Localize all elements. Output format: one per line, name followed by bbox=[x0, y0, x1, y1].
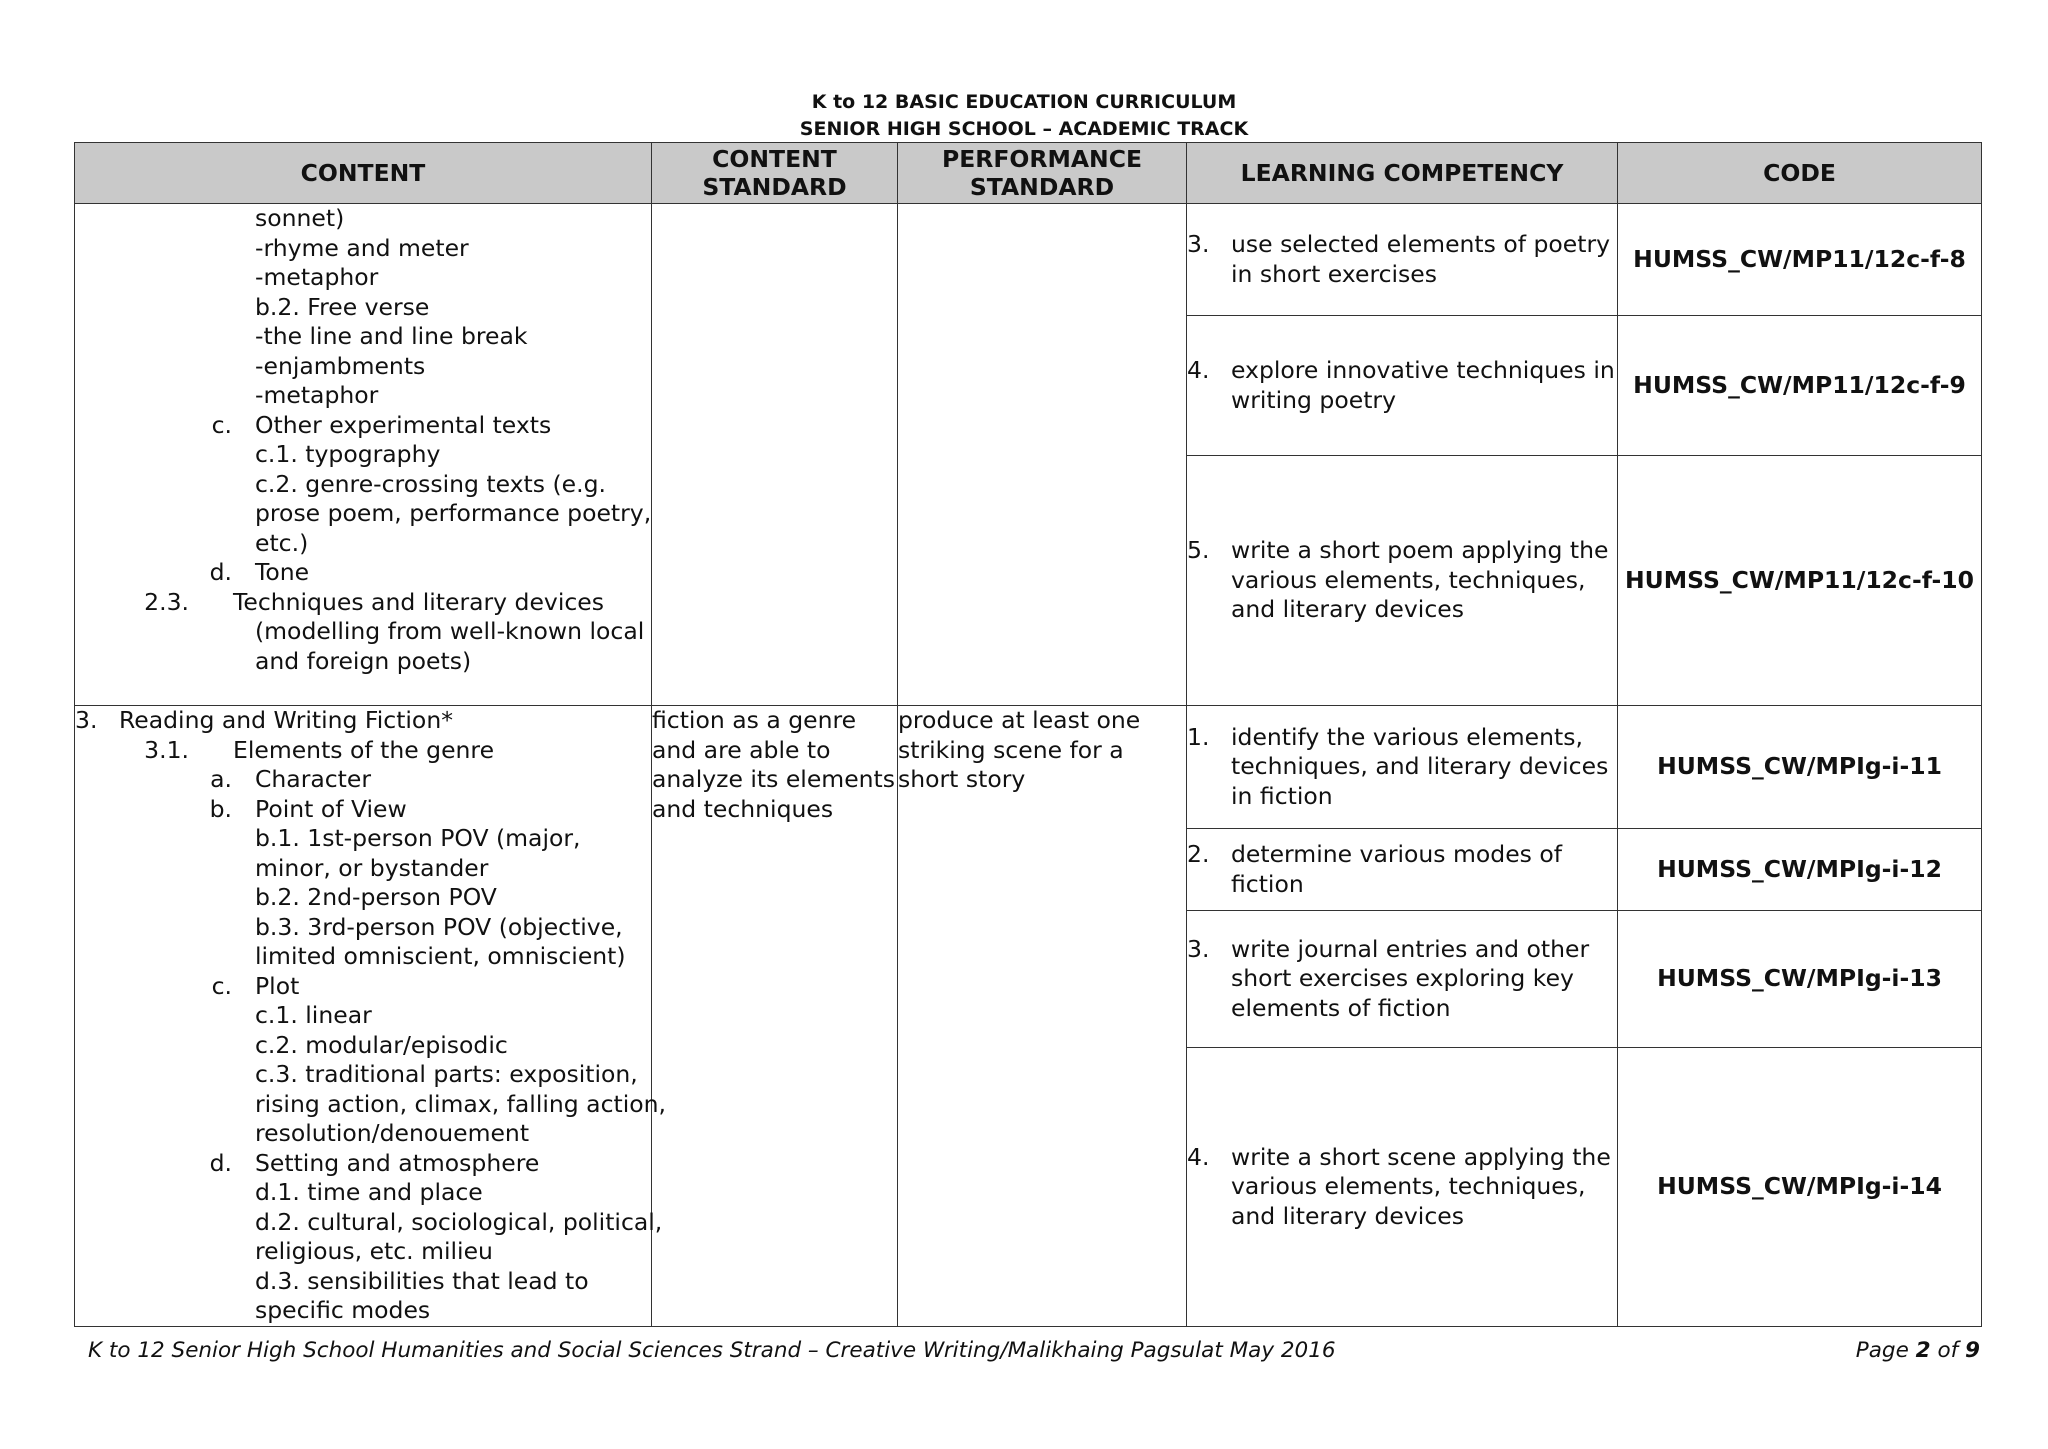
header-performance-standard-line2: STANDARD bbox=[969, 173, 1115, 201]
header-code: CODE bbox=[1618, 143, 1982, 204]
header-performance-standard-line1: PERFORMANCE bbox=[941, 145, 1143, 173]
competency-number: 3. bbox=[1187, 230, 1210, 258]
content-line-marker: b. bbox=[209, 794, 232, 823]
content-line-text: resolution/denouement bbox=[255, 1119, 530, 1147]
content-line bbox=[75, 293, 651, 323]
competency-number: 2. bbox=[1187, 840, 1210, 869]
content-line-text: Character bbox=[255, 765, 372, 793]
content-line bbox=[75, 1178, 651, 1208]
content-line-text: -rhyme and meter bbox=[255, 233, 469, 262]
content-line-text: -metaphor bbox=[255, 263, 379, 291]
content-line-text: sonnet) bbox=[255, 204, 345, 232]
header-content-standard bbox=[652, 143, 898, 204]
content-line-marker: a. bbox=[210, 765, 232, 793]
performance-standard-cell: produce at least one striking scene for a short story bbox=[898, 706, 1187, 1327]
page-prefix: Page bbox=[1855, 1338, 1916, 1363]
content-line bbox=[75, 499, 651, 529]
content-line-text: b.3. 3rd-person POV (objective, bbox=[255, 912, 623, 941]
competency-number: 5. bbox=[1187, 536, 1210, 565]
content-line-text: and foreign poets) bbox=[255, 646, 472, 675]
content-cell-poetry bbox=[75, 204, 652, 706]
content-line bbox=[75, 913, 651, 943]
content-line-text: prose poem, performance poetry, bbox=[255, 499, 652, 527]
content-cell-fiction bbox=[75, 706, 666, 1327]
content-line bbox=[75, 234, 651, 264]
content-line bbox=[75, 1089, 666, 1120]
content-line bbox=[75, 1001, 651, 1031]
content-line-text: Other experimental texts bbox=[255, 410, 552, 439]
content-line bbox=[75, 1119, 651, 1149]
competency-text: write a short poem applying the various elements, techniques, and literary devices bbox=[1231, 536, 1609, 624]
content-line-marker: d. bbox=[209, 1148, 232, 1177]
content-line bbox=[75, 440, 651, 470]
content-line-text: (modelling from well-known local bbox=[255, 617, 645, 645]
content-line bbox=[75, 736, 651, 766]
content-line-text: Elements of the genre bbox=[233, 735, 495, 764]
content-line-text: minor, or bystander bbox=[255, 853, 489, 882]
content-line-marker: 3.1. bbox=[144, 735, 189, 764]
content-standard-cell: fiction as a genre and are able to analyze its elements and techniques bbox=[652, 706, 898, 1327]
competency-cell bbox=[1187, 911, 1618, 1048]
footer-page-number bbox=[1856, 1338, 1980, 1363]
content-line bbox=[75, 1031, 651, 1061]
competency-text: use selected elements of poetry in short exercises bbox=[1231, 230, 1611, 288]
content-line-marker: c. bbox=[211, 410, 232, 439]
content-line-text: d.3. sensibilities that lead to bbox=[255, 1266, 589, 1295]
content-line-text: Setting and atmosphere bbox=[255, 1148, 540, 1177]
content-line bbox=[75, 381, 651, 411]
footer-title: K to 12 Senior High School Humanities and Social Sciences Strand – Creative Writing/Malikhaing Pagsulat May 2016 bbox=[88, 1338, 1336, 1363]
content-line-text: d.2. cultural, sociological, political, bbox=[255, 1207, 663, 1236]
competency-number: 4. bbox=[1187, 1142, 1210, 1171]
content-line bbox=[75, 322, 651, 352]
header-learning-competency: LEARNING COMPETENCY bbox=[1187, 143, 1618, 204]
content-line-text: -enjambments bbox=[255, 351, 426, 380]
content-line-marker: c. bbox=[211, 971, 232, 1000]
competency-cell bbox=[1187, 456, 1618, 706]
content-line-text: Techniques and literary devices bbox=[233, 587, 604, 616]
code-cell: HUMSS_CW/MPIg-i-12 bbox=[1618, 829, 1982, 911]
header-performance-standard bbox=[898, 143, 1187, 204]
header-content-standard-line1: CONTENT bbox=[712, 145, 837, 173]
content-standard-cell bbox=[652, 204, 898, 706]
code-cell: HUMSS_CW/MPIg-i-14 bbox=[1618, 1048, 1982, 1326]
content-line-text: b.1. 1st-person POV (major, bbox=[255, 824, 581, 852]
content-line bbox=[75, 942, 651, 972]
content-line-text: c.1. linear bbox=[255, 1001, 372, 1029]
content-line-text: b.2. 2nd-person POV bbox=[255, 883, 497, 911]
content-line bbox=[75, 765, 651, 795]
content-line-text: rising action, climax, falling action, bbox=[255, 1089, 666, 1118]
competency-number: 4. bbox=[1187, 356, 1210, 384]
content-line bbox=[75, 1267, 651, 1297]
content-line bbox=[75, 824, 651, 854]
content-line bbox=[75, 352, 651, 382]
content-line-marker: d. bbox=[209, 558, 232, 586]
performance-standard-cell bbox=[898, 204, 1187, 706]
content-line-text: religious, etc. milieu bbox=[255, 1237, 493, 1265]
content-line bbox=[75, 1237, 651, 1267]
content-line-text: etc.) bbox=[255, 528, 309, 557]
content-line bbox=[75, 706, 651, 736]
competency-number: 3. bbox=[1187, 934, 1210, 963]
competency-text: determine various modes of fiction bbox=[1231, 840, 1563, 898]
code-cell: HUMSS_CW/MPIg-i-11 bbox=[1618, 706, 1982, 829]
competency-text: write journal entries and other short exercises exploring key elements of fiction bbox=[1231, 934, 1590, 1022]
content-line-text: c.3. traditional parts: exposition, bbox=[255, 1060, 638, 1088]
competency-number: 1. bbox=[1187, 722, 1210, 751]
document-subtitle: SENIOR HIGH SCHOOL – ACADEMIC TRACK bbox=[799, 118, 1249, 140]
content-line-text: Plot bbox=[255, 971, 300, 1000]
page-current: 2 bbox=[1915, 1338, 1931, 1363]
table-row bbox=[75, 204, 1982, 316]
content-line-marker: 2.3. bbox=[144, 587, 189, 616]
content-line-text: Tone bbox=[255, 558, 310, 586]
content-line bbox=[75, 204, 651, 234]
content-line-text: d.1. time and place bbox=[255, 1178, 483, 1206]
code-cell: HUMSS_CW/MPIg-i-13 bbox=[1618, 911, 1982, 1048]
content-line bbox=[75, 558, 651, 588]
content-line bbox=[75, 854, 651, 884]
content-line bbox=[75, 1296, 651, 1326]
content-line bbox=[75, 617, 651, 647]
content-line bbox=[75, 1207, 663, 1238]
content-line bbox=[75, 1149, 651, 1179]
content-line-text: Point of View bbox=[255, 794, 407, 823]
competency-cell bbox=[1187, 1048, 1618, 1326]
competency-text: identify the various elements, techniques, and literary devices in fiction bbox=[1231, 722, 1609, 810]
competency-cell bbox=[1187, 706, 1618, 829]
competency-cell bbox=[1187, 204, 1618, 316]
header-content: CONTENT bbox=[75, 143, 652, 204]
curriculum-table bbox=[74, 142, 1982, 1327]
content-line-text: c.1. typography bbox=[255, 440, 441, 468]
table-header-row bbox=[75, 143, 1982, 204]
code-cell: HUMSS_CW/MP11/12c-f-9 bbox=[1618, 316, 1982, 456]
content-line bbox=[75, 795, 651, 825]
content-line bbox=[75, 529, 651, 559]
document-title: K to 12 BASIC EDUCATION CURRICULUM bbox=[811, 91, 1237, 113]
content-line-text: b.2. Free verse bbox=[255, 292, 430, 321]
content-line-text: c.2. modular/episodic bbox=[255, 1030, 508, 1059]
table-row bbox=[75, 706, 1982, 829]
content-line bbox=[75, 647, 651, 677]
content-line bbox=[75, 263, 651, 293]
content-line-text: Reading and Writing Fiction* bbox=[119, 706, 453, 734]
content-line bbox=[75, 470, 651, 500]
code-cell: HUMSS_CW/MP11/12c-f-8 bbox=[1618, 204, 1982, 316]
content-line-marker: 3. bbox=[75, 706, 98, 734]
content-line bbox=[75, 883, 651, 913]
code-cell: HUMSS_CW/MP11/12c-f-10 bbox=[1618, 456, 1982, 706]
content-line-text: limited omniscient, omniscient) bbox=[255, 942, 626, 970]
content-line bbox=[75, 588, 651, 618]
content-line bbox=[75, 411, 651, 441]
page-total: 9 bbox=[1965, 1338, 1980, 1363]
content-line-text: -the line and line break bbox=[255, 322, 528, 350]
content-line-text: c.2. genre-crossing texts (e.g. bbox=[255, 469, 606, 498]
content-line-text: -metaphor bbox=[255, 381, 379, 409]
header-content-standard-line2: STANDARD bbox=[702, 173, 847, 201]
competency-cell bbox=[1187, 829, 1618, 911]
content-line-text: specific modes bbox=[255, 1296, 431, 1324]
page-of: of bbox=[1930, 1338, 1966, 1363]
competency-cell bbox=[1187, 316, 1618, 456]
content-line bbox=[75, 972, 651, 1002]
competency-text: write a short scene applying the various elements, techniques, and literary devices bbox=[1231, 1142, 1611, 1230]
competency-text: explore innovative techniques in writing poetry bbox=[1231, 356, 1615, 414]
content-line bbox=[75, 1060, 651, 1090]
